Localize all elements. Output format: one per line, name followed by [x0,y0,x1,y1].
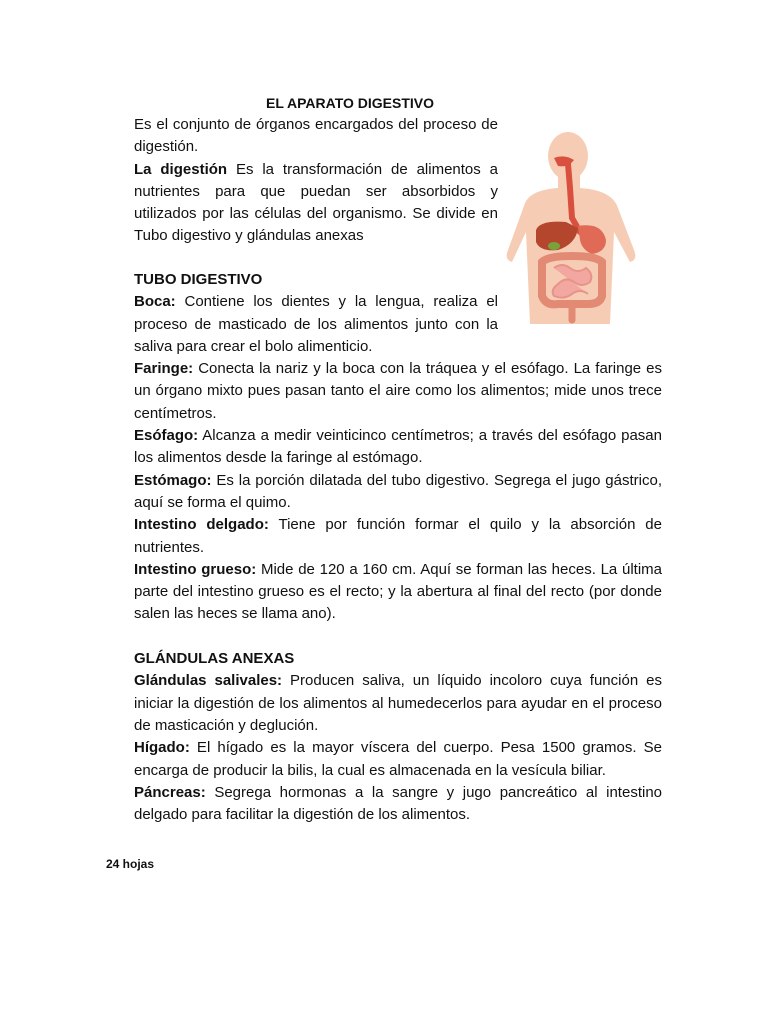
section-spacer [134,626,662,648]
section-heading-tubo: TUBO DIGESTIVO [134,271,263,288]
organ-boca [134,291,498,358]
organ-term: Intestino delgado: [134,516,269,534]
definition-text: Es la transformación de alimentos a nutrientes para que puedan ser absorbidos y utilizados por las células del organismo. Se divide en Tubo digestivo y glándulas anexas [134,160,498,245]
organ-pancreas [134,782,662,827]
organ-intestino-delgado [134,514,662,559]
organ-text: Producen saliva, un líquido incoloro cuya función es iniciar la digestión de los alimentos al humedecerlos para ayudar en el proceso de masticación y deglución. [134,672,662,734]
organ-text: Mide de 120 a 160 cm. Aquí se forman las heces. La última parte del intestino grueso es el recto; y la abertura al final del recto (por donde salen las heces se llama ano). [134,560,662,623]
organ-term: Estómago: [134,471,212,489]
organ-text: El hígado es la mayor víscera del cuerpo. Pesa 1500 gramos. Se encarga de producir la bilis, la cual es almacenada en la vesícula biliar. [134,739,662,779]
organ-term: Páncreas: [134,783,206,801]
intro-paragraph [134,114,498,159]
intro-section [134,114,498,248]
organ-text: Es la porción dilatada del tubo digestivo. Segrega el jugo gástrico, aquí se forma el quimo. [134,471,662,511]
body-section [134,269,662,826]
organ-text: Contiene los dientes y la lengua, realiza el proceso de masticado de los alimentos junto con la saliva para crear el bolo alimenticio. [134,293,498,355]
figure-gallbladder [548,242,560,250]
organ-term: Esófago: [134,427,199,445]
definition-term: La digestión [134,160,228,178]
organ-text: Tiene por función formar el quilo y la absorción de nutrientes. [134,516,662,556]
organ-intestino-grueso [134,559,662,626]
organ-term: Boca: [134,293,176,311]
page-title: EL APARATO DIGESTIVO [265,95,435,111]
organ-glandulas-salivales [134,670,662,737]
definition-paragraph [134,159,498,248]
organ-term: Faringe: [134,360,194,378]
organ-esofago [134,425,662,470]
organ-term: Hígado: [134,739,190,757]
intro-text: Es el conjunto de órganos encargados del proceso de digestión. [134,116,498,156]
organ-term: Glándulas salivales: [134,672,283,690]
page-count-footer: 24 hojas [106,857,155,871]
organ-text: Segrega hormonas a la sangre y jugo pancreático al intestino delgado para facilitar la digestión de los alimentos. [134,783,662,824]
section-heading-glandulas: GLÁNDULAS ANEXAS [134,650,295,668]
organ-higado [134,737,662,782]
organ-text: Alcanza a medir veinticinco centímetros; a través del esófago pasan los alimentos desde la faringe al estómago. [134,427,662,467]
organ-term: Intestino grueso: [134,560,257,578]
organ-estomago [134,470,662,515]
organ-text: Conecta la nariz y la boca con la tráquea y el esófago. La faringe es un órgano mixto pues pasan tanto el aire como los alimentos; mide unos trece centímetros. [134,360,662,422]
organ-faringe [134,358,662,425]
